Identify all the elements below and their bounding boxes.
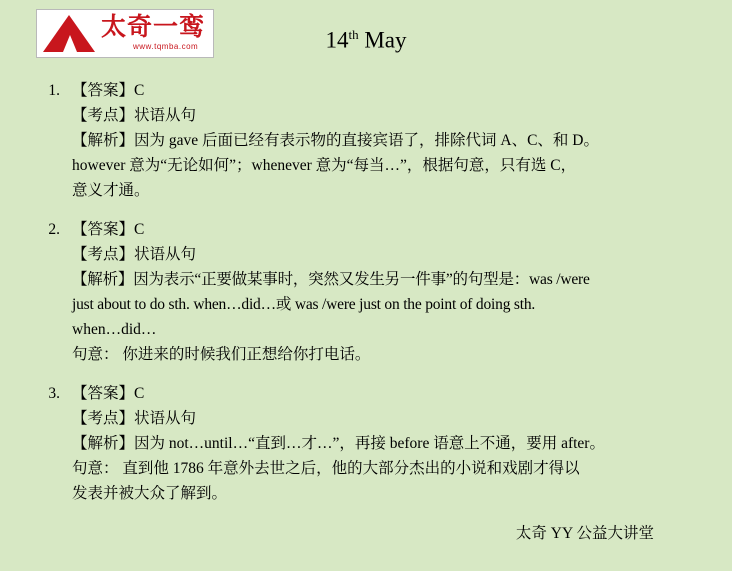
item-line: 【答案】C — [72, 385, 145, 402]
answers-list — [0, 78, 732, 546]
item-line: however 意为“无论如何”；whenever 意为“每当…”，根据句意，只有选 C， — [72, 157, 577, 174]
item-line: 【答案】C — [72, 82, 145, 99]
item-number: 2. — [48, 221, 60, 238]
item-line: 【答案】C — [72, 221, 145, 238]
page-title-day: 14 — [325, 27, 349, 53]
logo-brand-text: 太奇一鸾 — [101, 12, 206, 41]
document-signature: 太奇 YY 公益大讲堂 — [515, 525, 654, 542]
item-line: 句意： 你进来的时候我们正想给你打电话。 — [72, 346, 371, 363]
page-title-ordinal: th — [348, 27, 359, 42]
item-body — [72, 381, 660, 506]
item-line: 【解析】因为 gave 后面已经有表示物的直接宾语了，排除代词 A、C、和 D。 — [72, 132, 599, 149]
page-title-month: May — [358, 27, 407, 53]
document-header — [0, 0, 732, 62]
page-title — [0, 22, 732, 54]
item-line: when…did… — [72, 321, 157, 338]
item-line: 【考点】状语从句 — [72, 107, 197, 124]
list-item — [0, 78, 732, 203]
logo-website-text: www.tqmba.com — [133, 42, 199, 51]
item-line: just about to do sth. when…did…或 was /were just on the point of doing sth. — [72, 296, 536, 313]
item-line: 发表并被大众了解到。 — [72, 485, 228, 502]
item-line: 意义才通。 — [72, 182, 150, 199]
item-number: 3. — [48, 385, 60, 402]
item-number: 1. — [48, 82, 60, 99]
item-line: 句意： 直到他 1786 年意外去世之后，他的大部分杰出的小说和戏剧才得以 — [72, 460, 580, 477]
list-item — [0, 217, 732, 367]
list-item — [0, 381, 732, 506]
item-body — [72, 217, 660, 367]
item-body — [72, 78, 660, 203]
item-line: 【考点】状语从句 — [72, 410, 197, 427]
item-line: 【考点】状语从句 — [72, 246, 197, 263]
item-line: 【解析】因为表示“正要做某事时，突然又发生另一件事”的句型是：was /were — [72, 271, 590, 288]
item-line: 【解析】因为 not…until…“直到…才…”，再接 before 语意上不通，要用 after。 — [72, 435, 605, 452]
